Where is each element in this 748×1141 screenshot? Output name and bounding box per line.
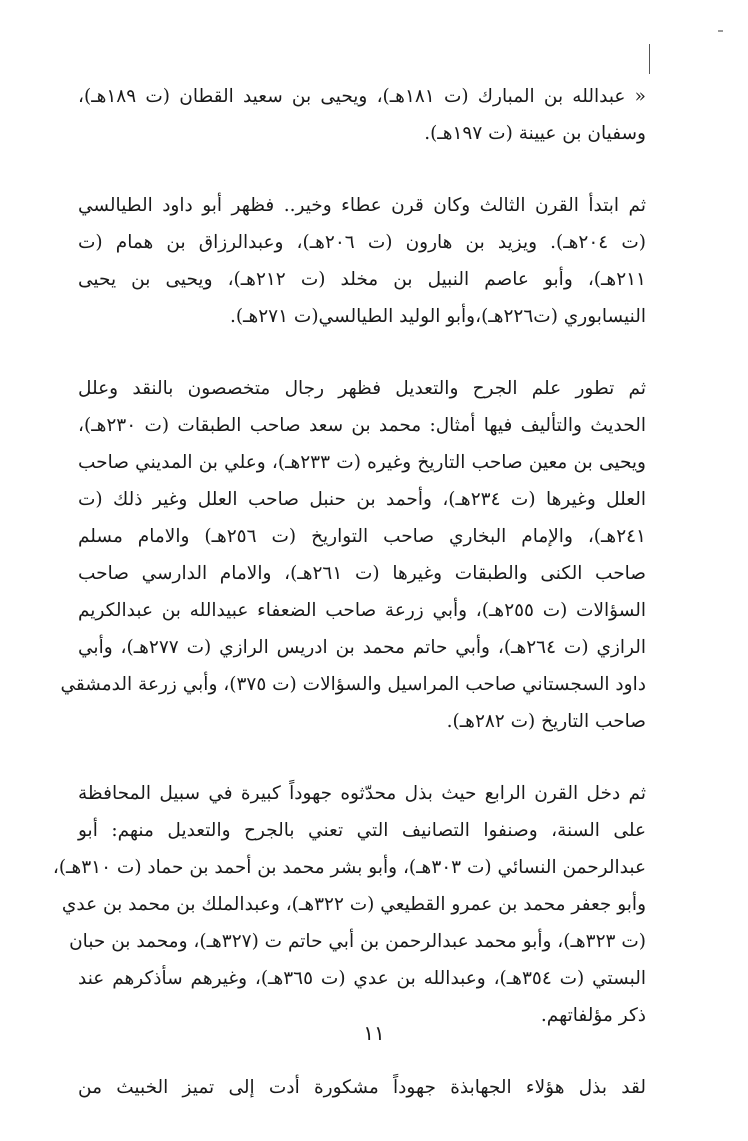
text-line: العلل وغيرها (ت ٢٣٤هـ)، وأحمد بن حنبل صاحب العلل وغير ذلك (ت (78, 489, 647, 510)
text-line: داود السجستاني صاحب المراسيل والسؤالات (ت ٣٧٥)، وأبي زرعة الدمشقي (60, 674, 646, 695)
paragraph-2 (78, 187, 646, 335)
page-number: ١١ (363, 1021, 385, 1045)
text-line: لقد بذل هؤلاء الجهابذة جهوداً مشكورة أدت إلى تميز الخبيث من (78, 1077, 646, 1098)
text-line: البستي (ت ٣٥٤هـ)، وعبدالله بن عدي (ت ٣٦٥هـ)، وغيرهم سأذكرهم عند (78, 968, 647, 989)
text-line: السؤالات (ت ٢٥٥هـ)، وأبي زرعة صاحب الضعفاء عبيدالله بن عبدالكريم (78, 600, 647, 621)
text-line: الحديث والتأليف فيها أمثال: محمد بن سعد صاحب الطبقات (ت ٢٣٠هـ)، (78, 415, 646, 436)
text-line: وأبو جعفر محمد بن عمرو القطيعي (ت ٣٢٢هـ)، وعبدالملك بن محمد بن عدي (61, 894, 646, 915)
paragraph-3 (60, 370, 647, 740)
text-line: ذكر مؤلفاتهم. (540, 1005, 646, 1026)
text-line: ثم دخل القرن الرابع حيث بذل محدّثوه جهوداً كبيرة في سبيل المحافظة (78, 783, 646, 804)
text-line: ٢١١هـ)، وأبو عاصم النبيل بن مخلد (ت ٢١٢هـ)، ويحيى بن يحيى (78, 269, 646, 290)
text-line: ثم ابتدأ القرن الثالث وكان قرن عطاء وخير.. فظهر أبو داود الطيالسي (78, 195, 646, 216)
text-line: على السنة، وصنفوا التصانيف التي تعني بالجرح والتعديل منهم: أبو (78, 820, 646, 841)
paragraph-4 (52, 775, 647, 1034)
text-line: ثم تطور علم الجرح والتعديل فظهر رجال متخصصون بالنقد وعلل (78, 378, 646, 399)
text-line: عبدالرحمن النسائي (ت ٣٠٣هـ)، وأبو بشر محمد بن أحمد بن حماد (ت ٣١٠هـ)، (52, 857, 646, 878)
text-line: « عبدالله بن المبارك (ت ١٨١هـ)، ويحيى بن سعيد القطان (ت ١٨٩هـ)، (78, 86, 646, 107)
page-body (52, 78, 647, 1141)
text-line: ٢٤١هـ)، والإمام البخاري صاحب التواريخ (ت ٢٥٦هـ) والامام مسلم (78, 526, 646, 547)
text-line: ويحيى بن معين صاحب التاريخ وغيره (ت ٢٣٣هـ)، وعلي بن المديني صاحب (78, 452, 646, 473)
text-line: الرازي (ت ٢٦٤هـ)، وأبي حاتم محمد بن ادريس الرازي (ت ٢٧٧هـ)، وأبي (78, 637, 647, 658)
text-line: صاحب الكنى والطبقات وغيرها (ت ٢٦١هـ)، والامام الدارسي صاحب (78, 563, 647, 584)
text-line: النيسابوري (ت٢٢٦هـ)،وأبو الوليد الطيالسي(ت ٢٧١هـ). (229, 306, 646, 327)
text-line: (ت ٢٠٤هـ). ويزيد بن هارون (ت ٢٠٦هـ)، وعبدالرزاق بن همام (ت (78, 232, 646, 253)
text-line: وسفيان بن عيينة (ت ١٩٧هـ). (424, 123, 646, 144)
corner-mark (718, 30, 723, 32)
paragraph-1 (78, 78, 646, 152)
margin-mark (649, 44, 650, 74)
text-line: صاحب التاريخ (ت ٢٨٢هـ). (446, 711, 646, 732)
paragraph-5 (78, 1069, 646, 1106)
text-line: (ت ٣٢٣هـ)، وأبو محمد عبدالرحمن بن أبي حاتم ت (٣٢٧هـ)، ومحمد بن حبان (69, 931, 646, 952)
